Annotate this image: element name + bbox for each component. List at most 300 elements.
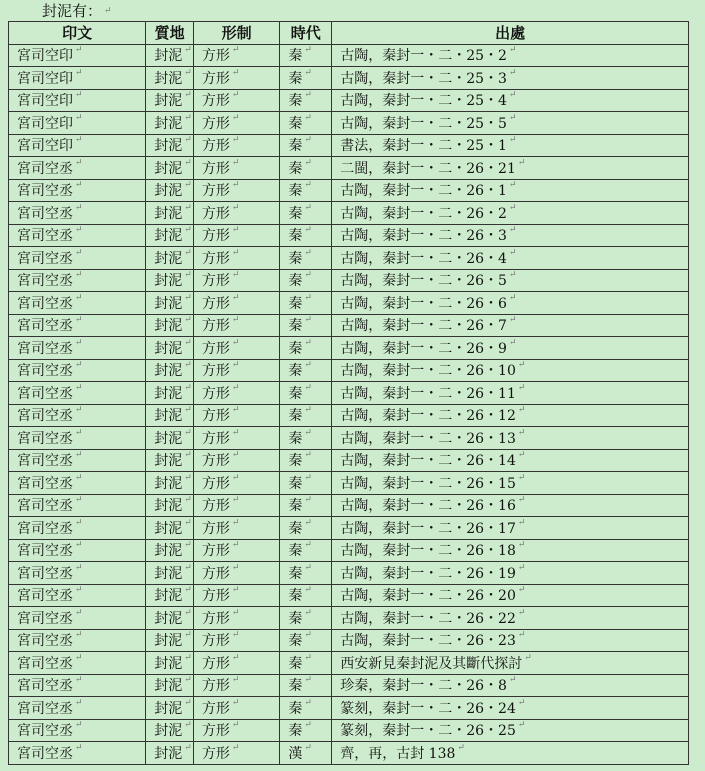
table-row — [9, 742, 689, 765]
cell-mark-icon: ↵ — [184, 405, 192, 416]
cell-text: 古陶，秦封一・二・25・5 — [340, 115, 507, 132]
cell-mark-icon: ↵ — [75, 742, 83, 753]
cell-text: 方形 — [201, 475, 230, 492]
cell-mark-icon: ↵ — [517, 697, 526, 708]
cell-mark-icon: ↵ — [75, 247, 83, 258]
cell-text: 方形 — [201, 138, 230, 155]
seal-text-cell — [9, 449, 146, 472]
cell-mark-icon: ↵ — [184, 67, 192, 78]
source-cell — [332, 607, 689, 630]
cell-text: 古陶，秦封一・二・26・9 — [340, 340, 507, 357]
cell-mark-icon: ↵ — [517, 585, 526, 596]
period-cell — [280, 494, 332, 517]
period-cell — [280, 427, 332, 450]
source-cell — [332, 674, 689, 697]
seal-text-cell — [9, 472, 146, 495]
seal-text-cell — [9, 517, 146, 540]
cell-text: 秦 — [288, 543, 303, 560]
table-row — [9, 449, 689, 472]
cell-text: 封泥 — [154, 273, 183, 290]
cell-mark-icon: ↵ — [184, 675, 192, 686]
cell-mark-icon: ↵ — [231, 270, 240, 281]
cell-mark-icon: ↵ — [75, 382, 83, 393]
cell-mark-icon: ↵ — [75, 540, 83, 551]
source-cell — [332, 629, 689, 652]
cell-text: 封泥 — [154, 340, 183, 357]
cell-mark-icon: ↵ — [304, 495, 312, 506]
cell-mark-icon: ↵ — [508, 202, 517, 213]
cell-text: 古陶，秦封一・二・26・1 — [340, 183, 507, 200]
cell-text: 封泥 — [154, 115, 183, 132]
source-cell — [332, 269, 689, 292]
cell-text: 秦 — [288, 700, 303, 717]
material-cell — [146, 629, 194, 652]
shape-cell — [193, 292, 279, 315]
material-cell — [146, 719, 194, 742]
table-header-row — [9, 22, 689, 45]
cell-text: 宮司空丞 — [17, 340, 73, 357]
shape-cell — [193, 652, 279, 675]
cell-mark-icon: ↵ — [184, 337, 192, 348]
cell-mark-icon: ↵ — [231, 315, 240, 326]
cell-text: 秦 — [288, 205, 303, 222]
cell-mark-icon: ↵ — [75, 180, 83, 191]
cell-text: 封泥 — [154, 565, 183, 582]
shape-cell — [193, 742, 279, 765]
cell-mark-icon: ↵ — [508, 67, 517, 78]
table-body — [9, 44, 689, 764]
source-cell — [332, 539, 689, 562]
cell-text: 方形 — [201, 228, 230, 245]
cell-mark-icon: ↵ — [231, 247, 240, 258]
cell-text: 封泥 — [154, 430, 183, 447]
cell-text: 宮司空丞 — [17, 228, 73, 245]
period-cell — [280, 292, 332, 315]
cell-mark-icon: ↵ — [184, 247, 192, 258]
cell-text: 封泥 — [154, 408, 183, 425]
seal-text-cell — [9, 674, 146, 697]
cell-mark-icon: ↵ — [231, 652, 240, 663]
cell-mark-icon: ↵ — [304, 472, 312, 483]
cell-mark-icon: ↵ — [231, 112, 240, 123]
cell-text: 秦 — [288, 183, 303, 200]
material-cell — [146, 742, 194, 765]
cell-text: 方形 — [201, 160, 230, 177]
cell-mark-icon: ↵ — [75, 675, 83, 686]
cell-mark-icon: ↵ — [508, 112, 517, 123]
table-row — [9, 179, 689, 202]
table-row — [9, 494, 689, 517]
cell-mark-icon: ↵ — [304, 652, 312, 663]
cell-text: 古陶，秦封一・二・26・2 — [340, 205, 507, 222]
period-cell — [280, 314, 332, 337]
cell-text: 方形 — [201, 430, 230, 447]
shape-cell — [193, 202, 279, 225]
table-row — [9, 202, 689, 225]
cell-text: 秦 — [288, 565, 303, 582]
cell-text: 古陶，秦封一・二・26・23 — [340, 633, 516, 650]
cell-text: 宮司空丞 — [17, 183, 73, 200]
cell-mark-icon: ↵ — [517, 720, 526, 731]
source-cell — [332, 697, 689, 720]
cell-mark-icon: ↵ — [304, 45, 312, 56]
cell-mark-icon: ↵ — [75, 562, 83, 573]
shape-cell — [193, 269, 279, 292]
cell-mark-icon: ↵ — [75, 135, 83, 146]
cell-mark-icon: ↵ — [75, 427, 83, 438]
cell-text: 秦 — [288, 498, 303, 515]
period-cell — [280, 202, 332, 225]
cell-text: 秦 — [288, 115, 303, 132]
cell-text: 古陶，秦封一・二・26・17 — [340, 520, 516, 537]
table-row — [9, 112, 689, 135]
cell-mark-icon: ↵ — [75, 652, 83, 663]
cell-mark-icon: ↵ — [231, 517, 240, 528]
table-row — [9, 629, 689, 652]
cell-mark-icon: ↵ — [231, 540, 240, 551]
cell-mark-icon: ↵ — [508, 225, 517, 236]
cell-text: 古陶，秦封一・二・26・6 — [340, 295, 507, 312]
cell-mark-icon: ↵ — [508, 292, 517, 303]
cell-mark-icon: ↵ — [304, 337, 312, 348]
cell-text: 秦 — [288, 273, 303, 290]
source-cell — [332, 112, 689, 135]
period-cell — [280, 742, 332, 765]
cell-mark-icon: ↵ — [508, 315, 517, 326]
cell-text: 古陶，秦封一・二・26・19 — [340, 565, 516, 582]
seal-text-cell — [9, 404, 146, 427]
cell-mark-icon: ↵ — [75, 720, 83, 731]
period-cell — [280, 629, 332, 652]
cell-text: 方形 — [201, 250, 230, 267]
cell-mark-icon: ↵ — [231, 472, 240, 483]
cell-mark-icon: ↵ — [517, 540, 526, 551]
cell-text: 封泥 — [154, 318, 183, 335]
cell-mark-icon: ↵ — [517, 630, 526, 641]
cell-text: 古陶，秦封一・二・26・7 — [340, 318, 507, 335]
shape-cell — [193, 719, 279, 742]
cell-text: 古陶，秦封一・二・26・22 — [340, 610, 516, 627]
cell-text: 古陶，秦封一・二・26・15 — [340, 475, 516, 492]
cell-text: 封泥 — [154, 610, 183, 627]
cell-text: 古陶，秦封一・二・26・18 — [340, 543, 516, 560]
cell-mark-icon: ↵ — [184, 517, 192, 528]
cell-text: 宮司空丞 — [17, 588, 73, 605]
cell-mark-icon: ↵ — [304, 135, 312, 146]
material-cell — [146, 382, 194, 405]
table-row — [9, 404, 689, 427]
source-cell — [332, 134, 689, 157]
cell-text: 方形 — [201, 678, 230, 695]
cell-mark-icon: ↵ — [517, 517, 526, 528]
cell-text: 宮司空丞 — [17, 295, 73, 312]
cell-mark-icon: ↵ — [75, 360, 83, 371]
seal-text-cell — [9, 427, 146, 450]
cell-text: 宮司空丞 — [17, 543, 73, 560]
cell-mark-icon: ↵ — [304, 607, 312, 618]
cell-text: 秦 — [288, 295, 303, 312]
period-cell — [280, 562, 332, 585]
shape-cell — [193, 404, 279, 427]
period-cell — [280, 89, 332, 112]
cell-mark-icon: ↵ — [75, 45, 83, 56]
cell-text: 封泥 — [154, 655, 183, 672]
cell-mark-icon: ↵ — [231, 90, 240, 101]
cell-mark-icon: ↵ — [184, 180, 192, 191]
cell-mark-icon: ↵ — [75, 202, 83, 213]
period-cell — [280, 179, 332, 202]
cell-mark-icon: ↵ — [231, 495, 240, 506]
table-row — [9, 67, 689, 90]
shape-cell — [193, 697, 279, 720]
period-cell — [280, 157, 332, 180]
seal-text-cell — [9, 539, 146, 562]
cell-text: 封泥 — [154, 160, 183, 177]
cell-text: 宮司空丞 — [17, 318, 73, 335]
cell-text: 封泥 — [154, 70, 183, 87]
cell-text: 古陶，秦封一・二・25・2 — [340, 48, 507, 65]
cell-mark-icon: ↵ — [508, 45, 517, 56]
source-cell — [332, 247, 689, 270]
cell-text: 方形 — [201, 745, 230, 762]
cell-text: 封泥 — [154, 543, 183, 560]
cell-text: 封泥 — [154, 520, 183, 537]
header-cell: 印文 — [9, 22, 146, 45]
cell-text: 古陶，秦封一・二・26・5 — [340, 273, 507, 290]
material-cell — [146, 494, 194, 517]
cell-text: 宮司空丞 — [17, 498, 73, 515]
table-row — [9, 359, 689, 382]
cell-mark-icon: ↵ — [517, 562, 526, 573]
cell-text: 漢 — [288, 745, 303, 762]
cell-text: 封泥 — [154, 93, 183, 110]
cell-text: 宮司空丞 — [17, 160, 73, 177]
cell-text: 秦 — [288, 93, 303, 110]
period-cell — [280, 674, 332, 697]
period-cell — [280, 697, 332, 720]
cell-mark-icon: ↵ — [304, 67, 312, 78]
shape-cell — [193, 382, 279, 405]
cell-text: 方形 — [201, 385, 230, 402]
cell-text: 宮司空丞 — [17, 430, 73, 447]
cell-mark-icon: ↵ — [75, 315, 83, 326]
material-cell — [146, 134, 194, 157]
seal-text-cell — [9, 292, 146, 315]
cell-mark-icon: ↵ — [304, 405, 312, 416]
cell-text: 古陶，秦封一・二・26・20 — [340, 588, 516, 605]
source-cell — [332, 292, 689, 315]
cell-mark-icon: ↵ — [508, 270, 517, 281]
cell-mark-icon: ↵ — [304, 202, 312, 213]
cell-mark-icon: ↵ — [304, 382, 312, 393]
cell-text: 封泥 — [154, 250, 183, 267]
period-cell — [280, 584, 332, 607]
cell-mark-icon: ↵ — [184, 90, 192, 101]
cell-mark-icon: ↵ — [231, 180, 240, 191]
cell-text: 古陶，秦封一・二・26・3 — [340, 228, 507, 245]
cell-mark-icon: ↵ — [304, 562, 312, 573]
cell-mark-icon: ↵ — [231, 585, 240, 596]
cell-text: 宮司空丞 — [17, 205, 73, 222]
material-cell — [146, 202, 194, 225]
cell-mark-icon: ↵ — [184, 742, 192, 753]
seal-text-cell — [9, 742, 146, 765]
cell-text: 宮司空印 — [17, 93, 73, 110]
cell-text: 封泥 — [154, 633, 183, 650]
cell-text: 封泥 — [154, 700, 183, 717]
paragraph-mark-icon: ↵ — [104, 6, 112, 16]
material-cell — [146, 404, 194, 427]
cell-mark-icon: ↵ — [184, 270, 192, 281]
cell-text: 封泥 — [154, 588, 183, 605]
shape-cell — [193, 89, 279, 112]
shape-cell — [193, 629, 279, 652]
shape-cell — [193, 607, 279, 630]
cell-text: 宮司空印 — [17, 70, 73, 87]
cell-mark-icon: ↵ — [184, 202, 192, 213]
cell-text: 封泥 — [154, 183, 183, 200]
shape-cell — [193, 224, 279, 247]
cell-mark-icon: ↵ — [304, 427, 312, 438]
cell-text: 宮司空丞 — [17, 633, 73, 650]
source-cell — [332, 337, 689, 360]
cell-mark-icon: ↵ — [517, 405, 526, 416]
cell-mark-icon: ↵ — [508, 135, 517, 146]
table-row — [9, 89, 689, 112]
source-cell — [332, 494, 689, 517]
cell-mark-icon: ↵ — [231, 450, 240, 461]
header-cell: 出處 — [332, 22, 689, 45]
material-cell — [146, 584, 194, 607]
material-cell — [146, 337, 194, 360]
table-row — [9, 292, 689, 315]
period-cell — [280, 359, 332, 382]
cell-text: 秦 — [288, 70, 303, 87]
cell-mark-icon: ↵ — [184, 382, 192, 393]
cell-text: 方形 — [201, 183, 230, 200]
cell-text: 方形 — [201, 408, 230, 425]
cell-mark-icon: ↵ — [184, 135, 192, 146]
cell-text: 秦 — [288, 475, 303, 492]
cell-text: 西安新見秦封泥及其斷代探討 — [340, 655, 523, 672]
cell-text: 秦 — [288, 453, 303, 470]
seal-text-cell — [9, 359, 146, 382]
cell-text: 書法，秦封一・二・25・1 — [340, 138, 507, 155]
source-cell — [332, 89, 689, 112]
cell-mark-icon: ↵ — [517, 360, 526, 371]
table-row — [9, 337, 689, 360]
cell-mark-icon: ↵ — [231, 405, 240, 416]
cell-text: 封泥 — [154, 678, 183, 695]
header-cell: 時代 — [280, 22, 332, 45]
seal-table — [8, 21, 689, 765]
cell-mark-icon: ↵ — [75, 630, 83, 641]
cell-text: 方形 — [201, 655, 230, 672]
cell-mark-icon: ↵ — [75, 450, 83, 461]
cell-mark-icon: ↵ — [517, 607, 526, 618]
material-cell — [146, 359, 194, 382]
cell-mark-icon: ↵ — [184, 225, 192, 236]
source-cell — [332, 742, 689, 765]
material-cell — [146, 449, 194, 472]
material-cell — [146, 607, 194, 630]
material-cell — [146, 269, 194, 292]
cell-mark-icon: ↵ — [231, 225, 240, 236]
cell-mark-icon: ↵ — [517, 427, 526, 438]
period-cell — [280, 449, 332, 472]
cell-text: 齊，再，古封 138 — [340, 745, 456, 762]
source-cell — [332, 44, 689, 67]
cell-text: 宮司空丞 — [17, 723, 73, 740]
seal-text-cell — [9, 247, 146, 270]
cell-mark-icon: ↵ — [184, 652, 192, 663]
cell-mark-icon: ↵ — [304, 675, 312, 686]
cell-mark-icon: ↵ — [231, 720, 240, 731]
period-cell — [280, 134, 332, 157]
cell-mark-icon: ↵ — [304, 697, 312, 708]
cell-mark-icon: ↵ — [304, 450, 312, 461]
cell-mark-icon: ↵ — [457, 742, 465, 753]
period-cell — [280, 247, 332, 270]
period-cell — [280, 112, 332, 135]
period-cell — [280, 472, 332, 495]
source-cell — [332, 202, 689, 225]
cell-text: 秦 — [288, 610, 303, 627]
cell-text: 秦 — [288, 250, 303, 267]
cell-mark-icon: ↵ — [75, 585, 83, 596]
cell-mark-icon: ↵ — [184, 495, 192, 506]
cell-text: 宮司空丞 — [17, 363, 73, 380]
table-row — [9, 674, 689, 697]
cell-mark-icon: ↵ — [184, 315, 192, 326]
cell-mark-icon: ↵ — [184, 360, 192, 371]
cell-mark-icon: ↵ — [304, 315, 312, 326]
cell-text: 方形 — [201, 93, 230, 110]
cell-text: 古陶，秦封一・二・26・14 — [340, 453, 516, 470]
material-cell — [146, 112, 194, 135]
table-row — [9, 517, 689, 540]
material-cell — [146, 292, 194, 315]
seal-text-cell — [9, 382, 146, 405]
material-cell — [146, 539, 194, 562]
cell-text: 宮司空丞 — [17, 273, 73, 290]
cell-mark-icon: ↵ — [231, 697, 240, 708]
cell-mark-icon: ↵ — [304, 180, 312, 191]
period-cell — [280, 269, 332, 292]
cell-mark-icon: ↵ — [517, 450, 526, 461]
cell-mark-icon: ↵ — [517, 472, 526, 483]
cell-text: 方形 — [201, 273, 230, 290]
shape-cell — [193, 157, 279, 180]
seal-text-cell — [9, 562, 146, 585]
table-row — [9, 607, 689, 630]
cell-text: 封泥 — [154, 453, 183, 470]
period-cell — [280, 224, 332, 247]
cell-mark-icon: ↵ — [508, 337, 517, 348]
cell-text: 方形 — [201, 340, 230, 357]
table-row — [9, 652, 689, 675]
cell-text: 封泥 — [154, 475, 183, 492]
material-cell — [146, 652, 194, 675]
source-cell — [332, 382, 689, 405]
cell-text: 秦 — [288, 655, 303, 672]
cell-mark-icon: ↵ — [75, 157, 83, 168]
cell-mark-icon: ↵ — [231, 607, 240, 618]
cell-mark-icon: ↵ — [184, 472, 192, 483]
cell-mark-icon: ↵ — [184, 450, 192, 461]
cell-text: 方形 — [201, 48, 230, 65]
cell-mark-icon: ↵ — [508, 675, 517, 686]
